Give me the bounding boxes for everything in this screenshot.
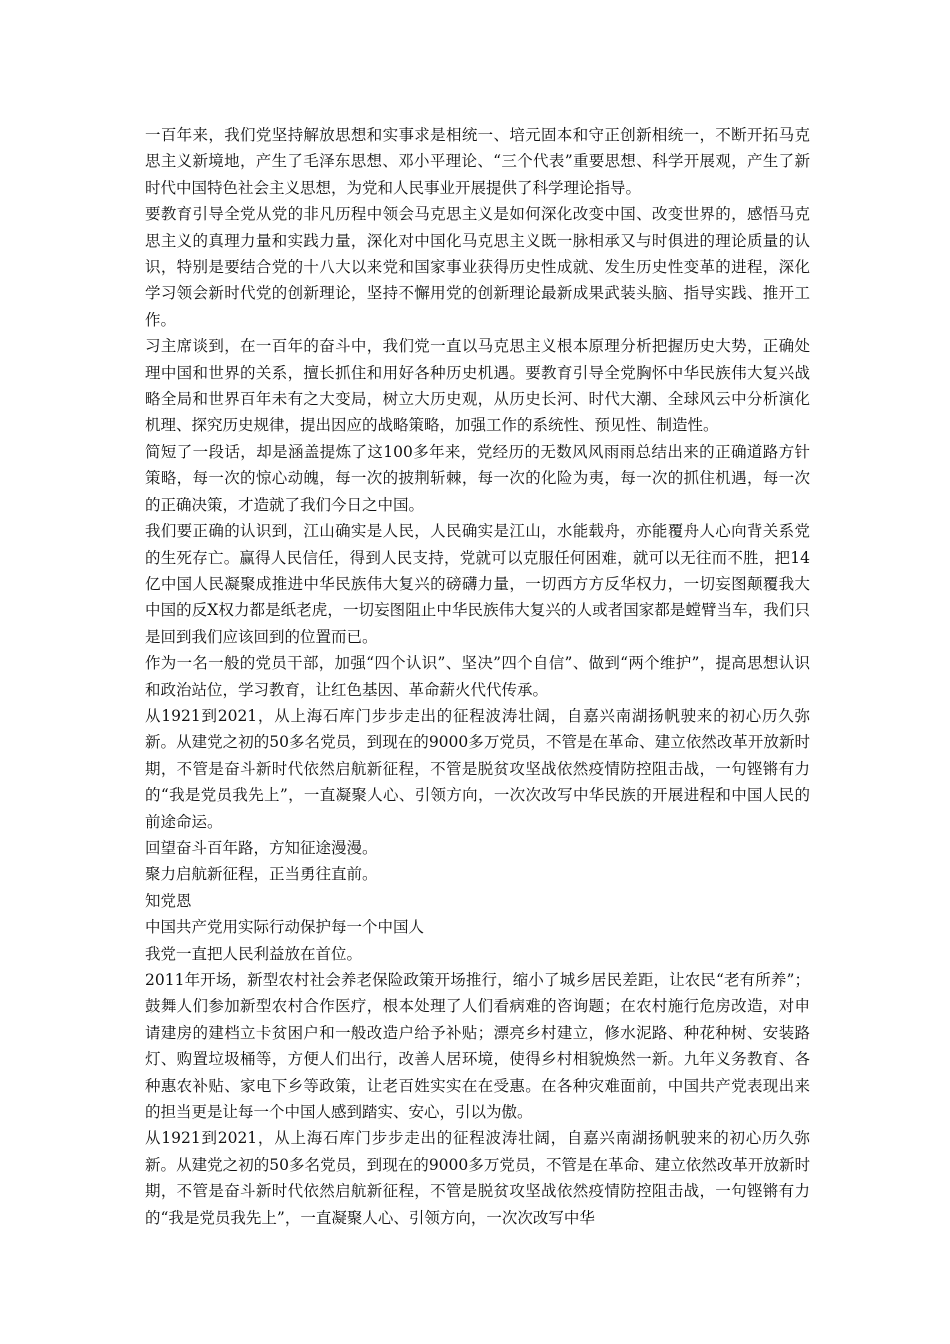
paragraph: 习主席谈到，在一百年的奋斗中，我们党一直以马克思主义根本原理分析把握历史大势，正确处理中国和世界的关系，擅长抓住和用好各种历史机遇。要教育引导全党胸怀中华民族伟大复兴战略全局和世界百年未有之大变局，树立大历史观，从历史长河、时代大潮、全球风云中分析演化机理、探究历史规律，提出因应的战略策略，加强工作的系统性、预见性、制造性。 (145, 337, 810, 435)
paragraph: 作为一名一般的党员干部，加强“四个认识”、坚决”四个自信”、做到“两个维护”，提高思想认识和政治站位，学习教育，让红色基因、革命薪火代代传承。 (145, 654, 810, 699)
paragraph: 简短了一段话，却是涵盖提炼了这100多年来，党经历的无数风风雨雨总结出来的正确道路方针策略，每一次的惊心动魄，每一次的披荆斩棘，每一次的化险为夷，每一次的抓住机遇，每一次的正确决策，才造就了我们今日之中国。 (145, 442, 810, 514)
paragraph: 我们要正确的认识到，江山确实是人民，人民确实是江山，水能载舟，亦能覆舟人心向背关系党的生死存亡。赢得人民信任，得到人民支持，党就可以克服任何困难，就可以无往而不胜，把14亿中国人民凝聚成推进中华民族伟大复兴的磅礴力量，一切西方方反华权力，一切妄图颠覆我大中国的反X权力都是纸老虎，一切妄图阻止中华民族伟大复兴的人或者国家都是螳臂当车，我们只是回到我们应该回到的位置而已。 (145, 522, 810, 646)
paragraph: 一百年来，我们党坚持解放思想和实事求是相统一、培元固本和守正创新相统一，不断开拓马克思主义新境地，产生了毛泽东思想、邓小平理论、“三个代表”重要思想、科学开展观，产生了新时代中国特色社会主义思想，为党和人民事业开展提供了科学理论指导。 (145, 126, 810, 197)
paragraph: 从1921到2021，从上海石库门步步走出的征程波涛壮阔，自嘉兴南湖扬帆驶来的初心历久弥新。从建党之初的50多名党员，到现在的9000多万党员，不管是在革命、建立依然改革开放新时期，不管是奋斗新时代依然启航新征程，不管是脱贫攻坚战依然疫情防控阻击战，一句铿锵有力的“我是党员我先上”，一直凝聚人心、引领方向，一次次改写中华 (145, 1129, 810, 1227)
paragraph: 我党一直把人民利益放在首位。 (145, 944, 363, 963)
paragraph: 聚力启航新征程，正当勇往直前。 (145, 865, 378, 884)
document-page (145, 122, 810, 1231)
paragraph: 2011年开场，新型农村社会养老保险政策开场推行，缩小了城乡居民差距，让农民“老有所养”；鼓舞人们参加新型农村合作医疗，根本处理了人们看病难的咨询题；在农村施行危房改造，对申请建房的建档立卡贫困户和一般改造户给予补贴；漂亮乡村建立，修水泥路、种花种树、安装路灯、购置垃圾桶等，方便人们出行，改善人居环境，使得乡村相貌焕然一新。九年义务教育、各种惠农补贴、家电下乡等政策，让老百姓实实在在受惠。在各种灾难面前，中国共产党表现出来的担当更是让每一个中国人感到踏实、安心，引以为傲。 (145, 971, 810, 1122)
section-heading: 知党恩 (145, 891, 192, 910)
paragraph: 回望奋斗百年路，方知征途漫漫。 (145, 838, 378, 857)
section-subheading: 中国共产党用实际行动保护每一个中国人 (145, 918, 425, 937)
paragraph: 要教育引导全党从党的非凡历程中领会马克思主义是如何深化改变中国、改变世界的，感悟马克思主义的真理力量和实践力量，深化对中国化马克思主义既一脉相承又与时俱进的理论质量的认识，特别是要结合党的十八大以来党和国家事业获得历史性成就、发生历史性变革的进程，深化学习领会新时代党的创新理论，坚持不懈用党的创新理论最新成果武装头脑、指导实践、推开工作。 (145, 205, 810, 329)
paragraph: 从1921到2021，从上海石库门步步走出的征程波涛壮阔，自嘉兴南湖扬帆驶来的初心历久弥新。从建党之初的50多名党员，到现在的9000多万党员，不管是在革命、建立依然改革开放新时期，不管是奋斗新时代依然启航新征程，不管是脱贫攻坚战依然疫情防控阻击战，一句铿锵有力的“我是党员我先上”，一直凝聚人心、引领方向，一次次改写中华民族的开展进程和中国人民的前途命运。 (145, 706, 810, 831)
